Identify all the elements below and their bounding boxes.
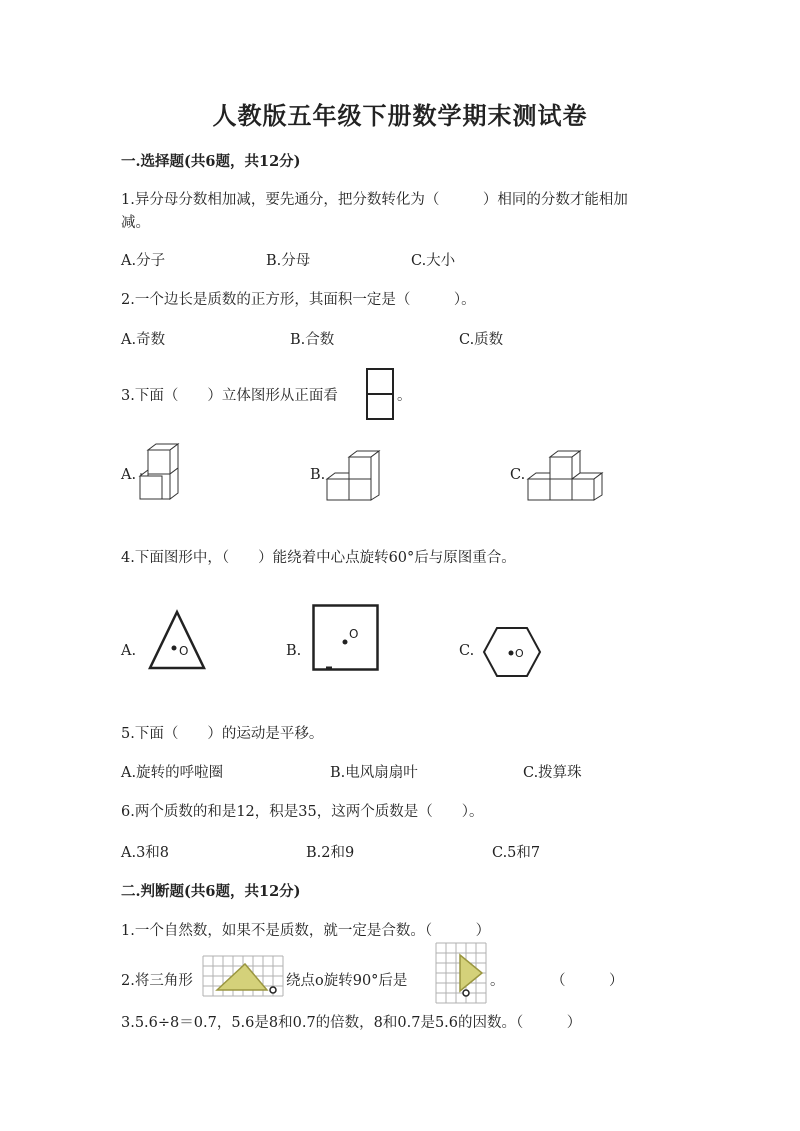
judgement-2-answer-paren: （ ）	[551, 973, 624, 989]
judgement-1-text: 1.一个自然数，如果不是质数，就一定是合数。（ ）	[121, 923, 491, 939]
question-2-option-a: A.奇数	[121, 332, 166, 348]
question-2-text: 2.一个边长是质数的正方形，其面积一定是（ ）。	[121, 292, 476, 308]
question-4-option-c: C.	[459, 643, 475, 659]
judgement-2-text-start: 2.将三角形	[121, 973, 193, 989]
question-6-text: 6.两个质数的和是12，积是35，这两个质数是（ ）。	[121, 804, 484, 820]
question-4-text: 4.下面图形中，（ ）能绕着中心点旋转60°后与原图重合。	[121, 550, 516, 566]
cube-stack-c	[528, 451, 604, 501]
question-5-option-c: C.拨算珠	[523, 765, 582, 781]
grid-triangle-original	[203, 956, 285, 1000]
front-view-figure	[366, 368, 394, 420]
section-heading-judgement: 二.判断题(共6题，共12分)	[121, 883, 301, 900]
question-6-option-c: C.5和7	[492, 845, 541, 861]
question-3-text-end: 。	[397, 388, 412, 404]
triangle-figure	[148, 610, 206, 670]
question-1-option-a: A.分子	[121, 253, 166, 269]
judgement-3-text: 3.5.6÷8＝0.7，5.6是8和0.7的倍数，8和0.7是5.6的因数。（ ）	[121, 1015, 582, 1031]
question-4-option-a: A.	[121, 643, 137, 659]
question-4-option-b: B.	[286, 643, 302, 659]
judgement-2-text-end: 。	[490, 973, 505, 989]
judgement-2-text-middle: 绕点o旋转90°后是	[286, 973, 408, 989]
svg-text:O: O	[179, 644, 189, 658]
cube-stack-b	[327, 451, 381, 501]
question-5-text: 5.下面（ ）的运动是平移。	[121, 726, 324, 742]
svg-text:O: O	[515, 647, 524, 660]
question-1-option-b: B.分母	[266, 253, 311, 269]
section-heading-choice: 一.选择题(共6题，共12分)	[121, 153, 301, 170]
question-1-line-1: 1.异分母分数相加减，要先通分，把分数转化为（ ）相同的分数才能相加	[121, 192, 628, 208]
question-5-option-a: A.旋转的呼啦圈	[121, 765, 224, 781]
question-3-option-b: B.	[310, 467, 326, 483]
question-3-text: 3.下面（ ）立体图形从正面看	[121, 388, 338, 404]
grid-triangle-rotated	[436, 943, 488, 1007]
svg-text:O: O	[349, 627, 359, 641]
square-figure	[312, 604, 380, 672]
hexagon-figure	[482, 626, 542, 678]
question-5-option-b: B.电风扇扇叶	[330, 765, 418, 781]
page-title: 人教版五年级下册数学期末测试卷	[212, 101, 588, 130]
question-2-option-c: C.质数	[459, 332, 504, 348]
question-3-option-a: A.	[121, 467, 137, 483]
cube-stack-a	[138, 444, 180, 502]
question-2-option-b: B.合数	[290, 332, 335, 348]
question-1-option-c: C.大小	[411, 253, 456, 269]
question-6-option-b: B.2和9	[306, 845, 355, 861]
question-3-option-c: C.	[510, 467, 526, 483]
question-1-line-2: 减。	[121, 215, 150, 231]
question-6-option-a: A.3和8	[121, 845, 170, 861]
